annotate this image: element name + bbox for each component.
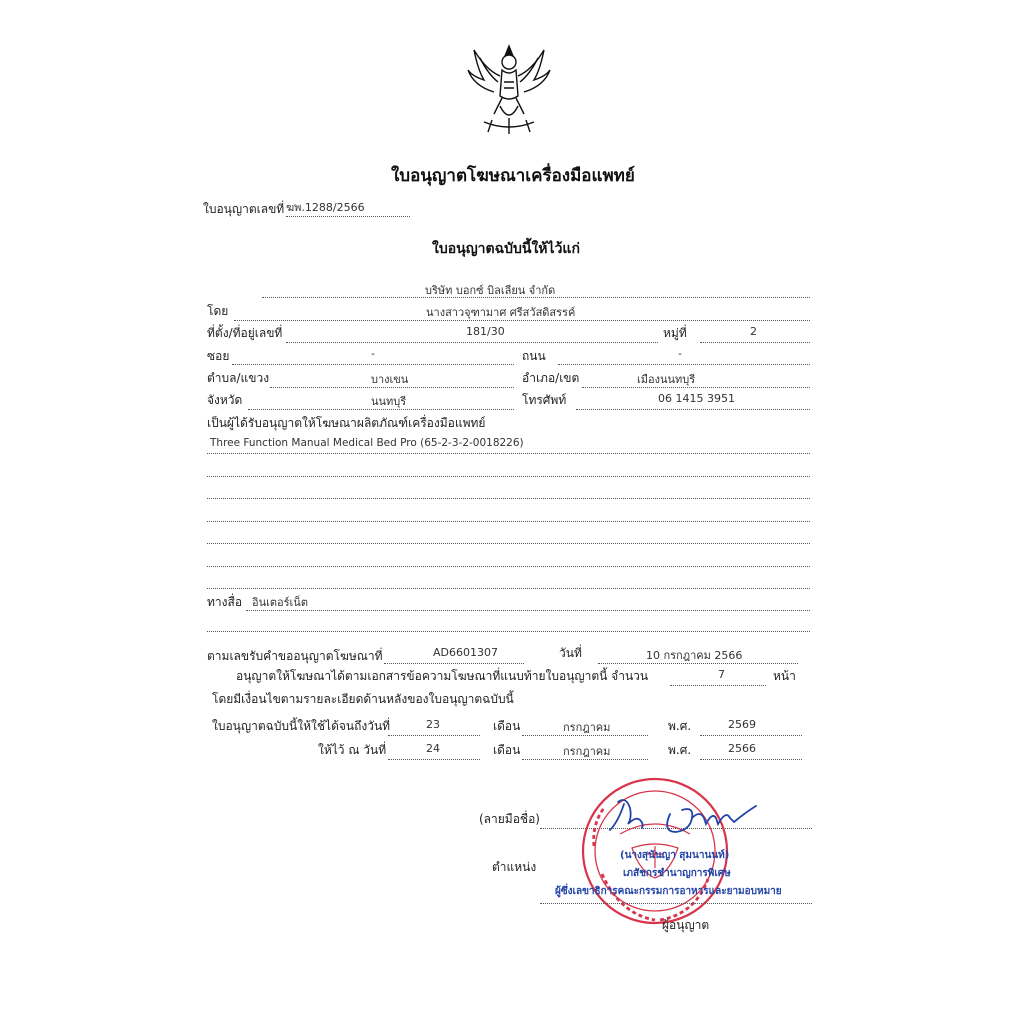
representative-name: นางสาวจุฑามาศ ศรีสวัสดิสรรค์ [426,306,576,319]
issued-year-value: 2566 [728,742,756,755]
road-line [558,364,810,365]
valid-month-line [522,735,648,736]
signer-name: (นางสุนันญา สุมนานนท์) [620,850,730,861]
phone-line [576,409,810,410]
soi-value: - [371,347,375,360]
issued-year-line [700,759,802,760]
province-value: นนทบุรี [371,395,407,408]
license-no-line [286,216,410,217]
valid-year-label: พ.ศ. [668,719,692,733]
product-line-2 [207,476,810,477]
licensor-label: ผู้อนุญาต [662,918,710,932]
pages-unit: หน้า [773,669,796,683]
media-label: ทางสื่อ [207,595,243,609]
product-line-4 [207,521,810,522]
address-no-value: 181/30 [466,325,505,338]
address-label: ที่ตั้ง/ที่อยู่เลขที่ [207,326,283,340]
issued-day-line [388,759,480,760]
request-date-label: วันที่ [559,646,582,660]
company-line [262,297,810,298]
province-line [248,409,514,410]
subdistrict-value: บางเขน [371,373,409,386]
issued-year-label: พ.ศ. [668,743,692,757]
phone-label: โทรศัพท์ [522,393,567,407]
road-label: ถนน [522,349,546,363]
media-line-2 [207,631,810,632]
moo-line [700,342,810,343]
license-no-label: ใบอนุญาตเลขที่ [203,202,285,216]
phone-value: 06 1415 3951 [658,392,735,405]
moo-value: 2 [750,325,757,338]
conditions-text: โดยมีเงื่อนไขตามรายละเอียดด้านหลังของใบอนุญาตฉบับนี้ [212,692,514,706]
valid-until-label: ใบอนุญาตฉบับนี้ให้ใช้ได้จนถึงวันที่ [212,719,391,733]
product-line-1 [207,453,810,454]
request-date-value: 10 กรกฎาคม 2566 [646,649,743,662]
district-label: อำเภอ/เขต [522,371,580,385]
issued-label: ให้ไว้ ณ วันที่ [318,743,387,757]
valid-year-line [700,735,802,736]
district-line [582,387,810,388]
product-line-3 [207,498,810,499]
product-heading: เป็นผู้ได้รับอนุญาตให้โฆษณาผลิตภัณฑ์เครื่องมือแพทย์ [207,416,486,430]
valid-day-line [388,735,480,736]
moo-label: หมู่ที่ [663,326,687,340]
granted-to-heading: ใบอนุญาตฉบับนี้ให้ไว้แก่ [432,241,580,257]
media-line [246,610,810,611]
position-line [540,903,812,904]
pages-value: 7 [718,668,725,681]
approved-text: อนุญาตให้โฆษณาได้ตามเอกสารข้อความโฆษณาที่แนบท้ายใบอนุญาตนี้ จำนวน [236,669,649,683]
issued-day-value: 24 [426,742,440,755]
subdistrict-label: ตำบล/แขวง [207,371,270,385]
media-value: อินเตอร์เน็ต [252,596,308,609]
request-no-line [384,663,524,664]
soi-line [232,364,514,365]
valid-day-value: 23 [426,718,440,731]
representative-line [234,320,810,321]
garuda-emblem-icon [464,40,554,140]
company-name: บริษัท บอกซ์ บิลเลียน จำกัด [425,284,556,297]
signature-label: (ลายมือชื่อ) [479,812,540,826]
request-label: ตามเลขรับคำขออนุญาตโฆษณาที่ [207,649,383,663]
license-no-value: ฆพ.1288/2566 [286,201,365,214]
handwritten-signature-icon [600,788,760,840]
position-label: ตำแหน่ง [492,860,537,874]
request-no-value: AD6601307 [433,646,498,659]
product-line-5 [207,543,810,544]
road-value: - [678,347,682,360]
province-label: จังหวัด [207,393,243,407]
product-line-7 [207,588,810,589]
soi-label: ซอย [207,349,230,363]
valid-year-value: 2569 [728,718,756,731]
signer-title: เภสัชกรชำนาญการพิเศษ [623,868,731,879]
page-title: ใบอนุญาตโฆษณาเครื่องมือแพทย์ [391,166,635,186]
signer-delegate: ผู้ซึ่งเลขาธิการคณะกรรมการอาหารและยามอบหมาย [555,886,782,897]
product-line-6 [207,566,810,567]
issued-month-value: กรกฎาคม [563,745,611,758]
valid-month-value: กรกฎาคม [563,721,611,734]
issued-month-label: เดือน [493,743,521,757]
district-value: เมืองนนทบุรี [637,373,696,386]
valid-month-label: เดือน [493,719,521,733]
issued-month-line [522,759,648,760]
address-line [286,342,658,343]
by-label: โดย [207,304,229,318]
product-name: Three Function Manual Medical Bed Pro (65-2-3-2-0018226) [210,437,524,449]
subdistrict-line [270,387,514,388]
request-date-line [598,663,798,664]
pages-line [670,685,766,686]
